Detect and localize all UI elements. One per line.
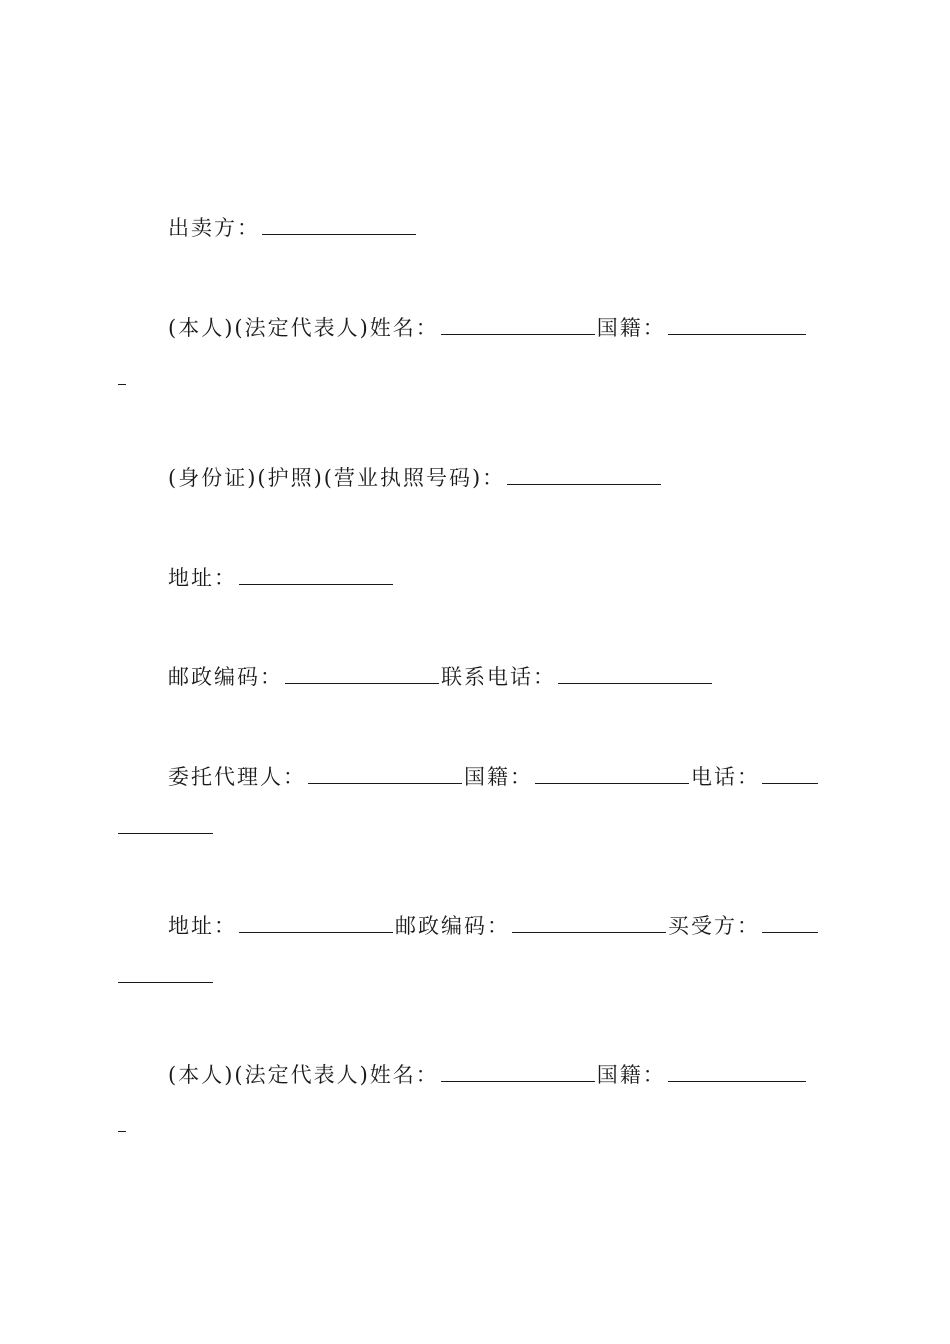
seller-phone-label: 联系电话： [441, 665, 556, 689]
seller-nationality-continuation [118, 364, 126, 392]
seller-line [168, 214, 418, 242]
agent-address-label: 地址： [168, 914, 237, 938]
agent-address-blank[interactable] [239, 912, 393, 933]
buyer-name-label: (本人)(法定代表人)姓名： [168, 1063, 439, 1087]
seller-address-line [168, 564, 395, 592]
agent-postcode-blank[interactable] [512, 912, 666, 933]
seller-nationality-blank-cont[interactable] [118, 364, 126, 385]
agent-phone-label: 电话： [691, 765, 760, 789]
seller-nationality-label: 国籍： [596, 316, 666, 340]
buyer-name-line [168, 1061, 808, 1089]
seller-postcode-label: 邮政编码： [168, 665, 283, 689]
buyer-blank[interactable] [762, 912, 818, 933]
seller-phone-blank[interactable] [558, 663, 712, 684]
seller-blank[interactable] [262, 214, 416, 235]
agent-phone-continuation [118, 813, 213, 841]
seller-postcode-blank[interactable] [285, 663, 439, 684]
seller-name-blank[interactable] [441, 314, 595, 335]
seller-label: 出卖方： [168, 216, 260, 240]
buyer-name-blank[interactable] [441, 1061, 595, 1082]
buyer-nationality-label: 国籍： [596, 1063, 666, 1087]
seller-address-blank[interactable] [239, 564, 393, 585]
buyer-nationality-blank[interactable] [668, 1061, 806, 1082]
agent-nationality-blank[interactable] [535, 763, 689, 784]
buyer-blank-cont[interactable] [118, 962, 213, 983]
buyer-continuation [118, 962, 213, 990]
seller-name-line [168, 314, 808, 342]
agent-postcode-label: 邮政编码： [395, 914, 510, 938]
agent-label: 委托代理人： [168, 765, 306, 789]
agent-address-line [168, 912, 820, 940]
agent-phone-blank[interactable] [762, 763, 818, 784]
buyer-label: 买受方： [668, 914, 760, 938]
seller-address-label: 地址： [168, 566, 237, 590]
seller-name-label: (本人)(法定代表人)姓名： [168, 316, 439, 340]
agent-nationality-label: 国籍： [464, 765, 533, 789]
seller-id-line [168, 464, 663, 492]
seller-nationality-blank[interactable] [668, 314, 806, 335]
agent-blank[interactable] [308, 763, 462, 784]
agent-line [168, 763, 820, 791]
buyer-nationality-continuation [118, 1111, 126, 1139]
agent-phone-blank-cont[interactable] [118, 813, 213, 834]
buyer-nationality-blank-cont[interactable] [118, 1111, 126, 1132]
seller-id-label: (身份证)(护照)(营业执照号码)： [168, 466, 506, 490]
seller-id-blank[interactable] [507, 464, 661, 485]
seller-contact-line [168, 663, 714, 691]
